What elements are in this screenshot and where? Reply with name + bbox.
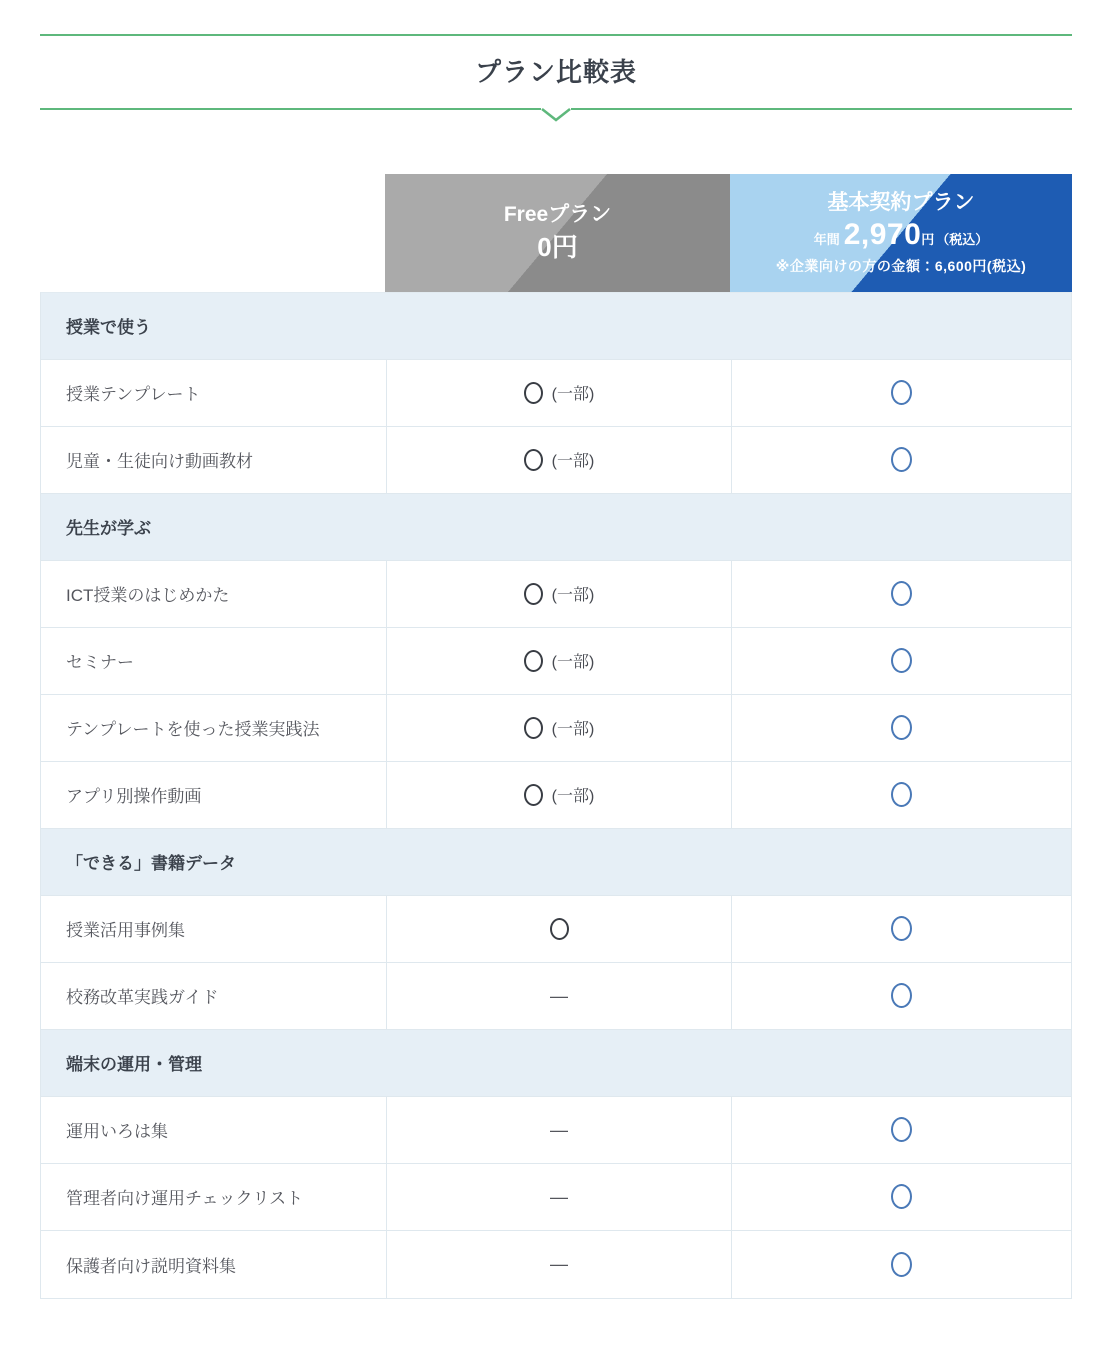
basic-plan-price-line <box>814 218 989 252</box>
table-row <box>41 695 1071 762</box>
circle-icon <box>891 447 912 472</box>
basic-cell <box>731 896 1071 962</box>
free-plan-name: Freeプラン <box>503 202 612 226</box>
section-header: 端末の運用・管理 <box>41 1030 1071 1097</box>
basic-plan-name: 基本契約プラン <box>827 191 975 215</box>
circle-icon <box>524 382 543 404</box>
free-cell <box>386 963 731 1029</box>
circle-icon <box>524 650 543 672</box>
circle-icon <box>891 782 912 807</box>
circle-icon <box>891 1117 912 1142</box>
row-label: セミナー <box>66 653 134 673</box>
free-cell <box>386 1097 731 1163</box>
free-cell <box>386 1164 731 1230</box>
table-row <box>41 1097 1071 1164</box>
row-label: 管理者向け運用チェックリスト <box>66 1189 304 1209</box>
plan-header-spacer <box>40 174 385 292</box>
table-row <box>41 360 1071 427</box>
partial-note: (一部) <box>551 721 595 739</box>
row-label: 授業テンプレート <box>66 385 201 405</box>
free-plan-header <box>385 174 730 292</box>
top-divider <box>40 34 1072 36</box>
divider-line-right <box>571 108 1072 110</box>
basic-cell <box>731 963 1071 1029</box>
basic-cell <box>731 1164 1071 1230</box>
circle-icon <box>550 918 569 940</box>
table-row <box>41 628 1071 695</box>
basic-cell <box>731 762 1071 828</box>
basic-cell <box>731 561 1071 627</box>
free-cell <box>386 896 731 962</box>
partial-note: (一部) <box>551 587 595 605</box>
basic-plan-header <box>730 174 1072 292</box>
table-row <box>41 561 1071 628</box>
table-row <box>41 427 1071 494</box>
free-cell <box>386 1231 731 1298</box>
partial-note: (一部) <box>551 654 595 672</box>
basic-cell <box>731 695 1071 761</box>
dash-mark: — <box>550 1254 568 1275</box>
chevron-down-icon <box>541 108 571 122</box>
circle-icon <box>891 380 912 405</box>
plan-header-row <box>40 174 1072 292</box>
page-title: プラン比較表 <box>474 57 637 87</box>
free-cell <box>386 561 731 627</box>
partial-note: (一部) <box>551 453 595 471</box>
circle-icon <box>524 717 543 739</box>
row-label: 校務改革実践ガイド <box>66 988 219 1008</box>
section-header: 授業で使う <box>41 293 1071 360</box>
partial-note: (一部) <box>551 386 595 404</box>
circle-icon <box>891 983 912 1008</box>
free-cell <box>386 360 731 426</box>
row-label: 保護者向け説明資料集 <box>66 1256 236 1276</box>
partial-note: (一部) <box>551 788 595 806</box>
price-tax-label: （税込） <box>936 232 989 248</box>
circle-icon <box>524 583 543 605</box>
circle-icon <box>891 1252 912 1277</box>
circle-icon <box>524 449 543 471</box>
basic-cell <box>731 427 1071 493</box>
free-plan-price: 0円 <box>537 232 578 263</box>
row-label: 運用いろは集 <box>66 1122 168 1142</box>
divider-line-left <box>40 108 541 110</box>
basic-cell <box>731 360 1071 426</box>
circle-icon <box>891 581 912 606</box>
basic-plan-note: ※企業向けの方の金額：6,600円(税込) <box>775 258 1027 275</box>
row-label: ICT授業のはじめかた <box>66 586 230 606</box>
price-unit: 円 <box>921 232 935 248</box>
comparison-table <box>40 292 1072 1299</box>
table-row <box>41 1164 1071 1231</box>
basic-cell <box>731 1231 1071 1298</box>
dash-mark: — <box>550 1186 568 1207</box>
bottom-divider <box>40 108 1072 122</box>
row-label: 授業活用事例集 <box>66 921 185 941</box>
page-container <box>0 34 1112 1299</box>
row-label: 児童・生徒向け動画教材 <box>66 452 253 472</box>
section-header: 先生が学ぶ <box>41 494 1071 561</box>
free-cell <box>386 762 731 828</box>
circle-icon <box>891 715 912 740</box>
section-header: 「できる」書籍データ <box>41 829 1071 896</box>
table-row <box>41 896 1071 963</box>
circle-icon <box>891 1184 912 1209</box>
circle-icon <box>891 916 912 941</box>
table-row <box>41 1231 1071 1298</box>
basic-cell <box>731 1097 1071 1163</box>
free-cell <box>386 628 731 694</box>
free-cell <box>386 695 731 761</box>
dash-mark: — <box>550 985 568 1006</box>
row-label: アプリ別操作動画 <box>66 787 202 807</box>
basic-cell <box>731 628 1071 694</box>
circle-icon <box>524 784 543 806</box>
table-row <box>41 762 1071 829</box>
circle-icon <box>891 648 912 673</box>
price-value: 2,970 <box>843 218 922 252</box>
table-row <box>41 963 1071 1030</box>
row-label: テンプレートを使った授業実践法 <box>66 720 320 740</box>
free-cell <box>386 427 731 493</box>
price-prefix: 年間 <box>813 232 840 248</box>
dash-mark: — <box>550 1119 568 1140</box>
